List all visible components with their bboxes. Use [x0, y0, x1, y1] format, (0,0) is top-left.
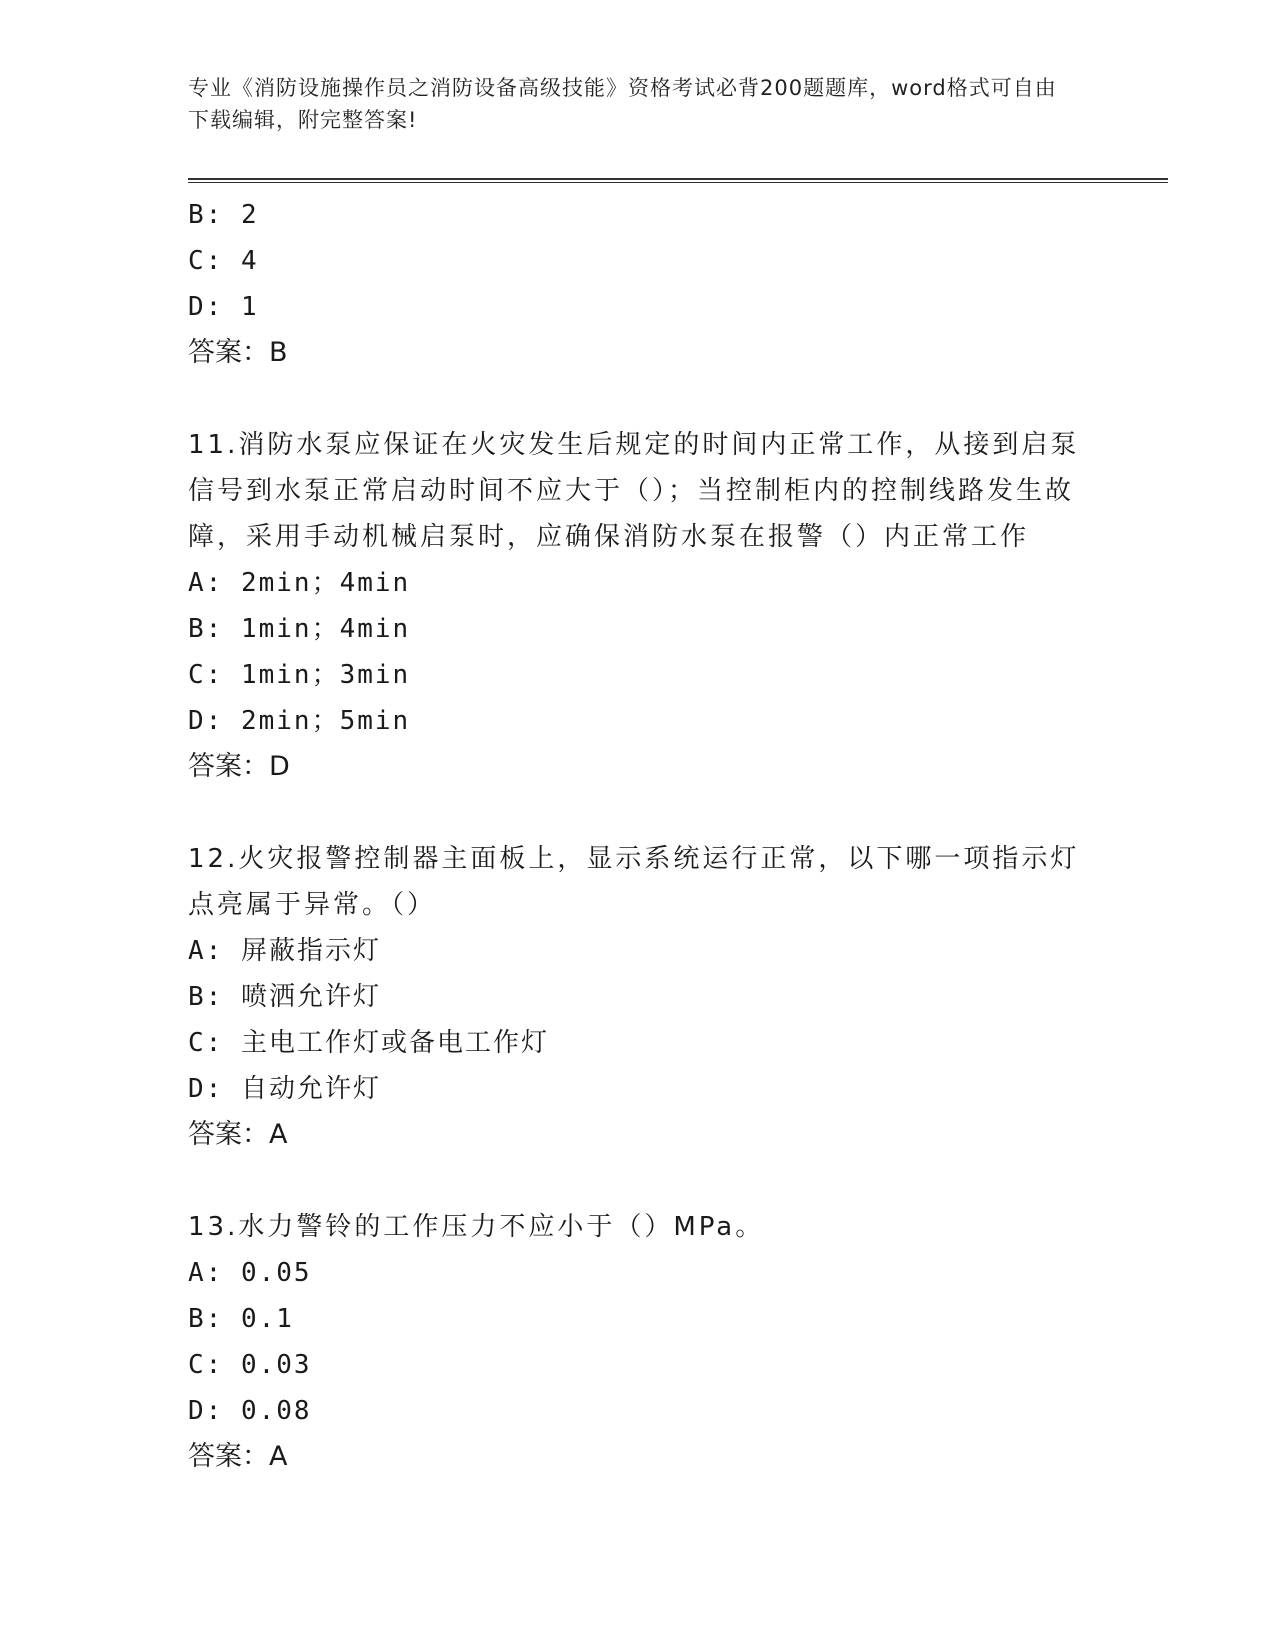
question-stem: 12.火灾报警控制器主面板上，显示系统运行正常，以下哪一项指示灯点亮属于异常。（）: [188, 844, 1080, 920]
option-text: 0.1: [240, 1304, 294, 1334]
option-text: 屏蔽指示灯: [240, 936, 381, 966]
spacer: [188, 790, 1168, 836]
option-text: 自动允许灯: [240, 1074, 381, 1104]
option-a: [188, 928, 1168, 974]
option-c: [188, 652, 1168, 698]
option-text: 1: [240, 292, 259, 322]
option-label: C:: [188, 246, 224, 276]
option-label: B:: [188, 1304, 224, 1334]
option-text: 主电工作灯或备电工作灯: [240, 1028, 549, 1058]
question-stem: 13.水力警铃的工作压力不应小于（）MPa。: [188, 1212, 765, 1242]
page-header: 专业《消防设施操作员之消防设备高级技能》资格考试必背200题题库，word格式可自由下载编辑，附完整答案!: [188, 76, 1057, 132]
option-b: [188, 1296, 1168, 1342]
option-label: C:: [188, 660, 224, 690]
option-d: [188, 698, 1168, 744]
option-text: 2: [240, 200, 259, 230]
option-b: [188, 192, 1168, 238]
option-c: [188, 1020, 1168, 1066]
option-text: 2min；4min: [240, 568, 411, 598]
answer-line: 答案：D: [188, 751, 290, 782]
option-label: C:: [188, 1350, 224, 1380]
option-a: [188, 1250, 1168, 1296]
option-d: [188, 1066, 1168, 1112]
option-text: 0.08: [240, 1396, 312, 1426]
question-list: [188, 192, 1168, 1480]
option-label: A:: [188, 568, 224, 598]
option-d: [188, 284, 1168, 330]
question-12: [188, 836, 1168, 1158]
option-label: D:: [188, 1074, 224, 1104]
option-label: A:: [188, 936, 224, 966]
option-text: 0.03: [240, 1350, 312, 1380]
option-text: 0.05: [240, 1258, 312, 1288]
option-text: 喷洒允许灯: [240, 982, 381, 1012]
option-label: C:: [188, 1028, 224, 1058]
option-label: D:: [188, 292, 224, 322]
question-11: [188, 422, 1168, 790]
answer-line: 答案：B: [188, 337, 288, 368]
answer-line: 答案：A: [188, 1119, 288, 1150]
question-stem: 11.消防水泵应保证在火灾发生后规定的时间内正常工作，从接到启泵信号到水泵正常启动时间不应大于（）；当控制柜内的控制线路发生故障，采用手动机械启泵时，应确保消防水泵在报警（）内正常工作: [188, 430, 1080, 552]
option-label: D:: [188, 706, 224, 736]
option-text: 4: [240, 246, 259, 276]
option-label: B:: [188, 200, 224, 230]
option-d: [188, 1388, 1168, 1434]
spacer: [188, 376, 1168, 422]
option-b: [188, 606, 1168, 652]
option-label: B:: [188, 982, 224, 1012]
answer-line: 答案：A: [188, 1441, 288, 1472]
header-divider: [188, 178, 1168, 183]
option-text: 1min；3min: [240, 660, 411, 690]
prev-question-block: [188, 192, 1168, 376]
option-text: 2min；5min: [240, 706, 411, 736]
option-b: [188, 974, 1168, 1020]
option-c: [188, 1342, 1168, 1388]
option-label: B:: [188, 614, 224, 644]
option-label: A:: [188, 1258, 224, 1288]
option-label: D:: [188, 1396, 224, 1426]
option-text: 1min；4min: [240, 614, 411, 644]
spacer: [188, 1158, 1168, 1204]
option-c: [188, 238, 1168, 284]
option-a: [188, 560, 1168, 606]
question-13: [188, 1204, 1168, 1480]
